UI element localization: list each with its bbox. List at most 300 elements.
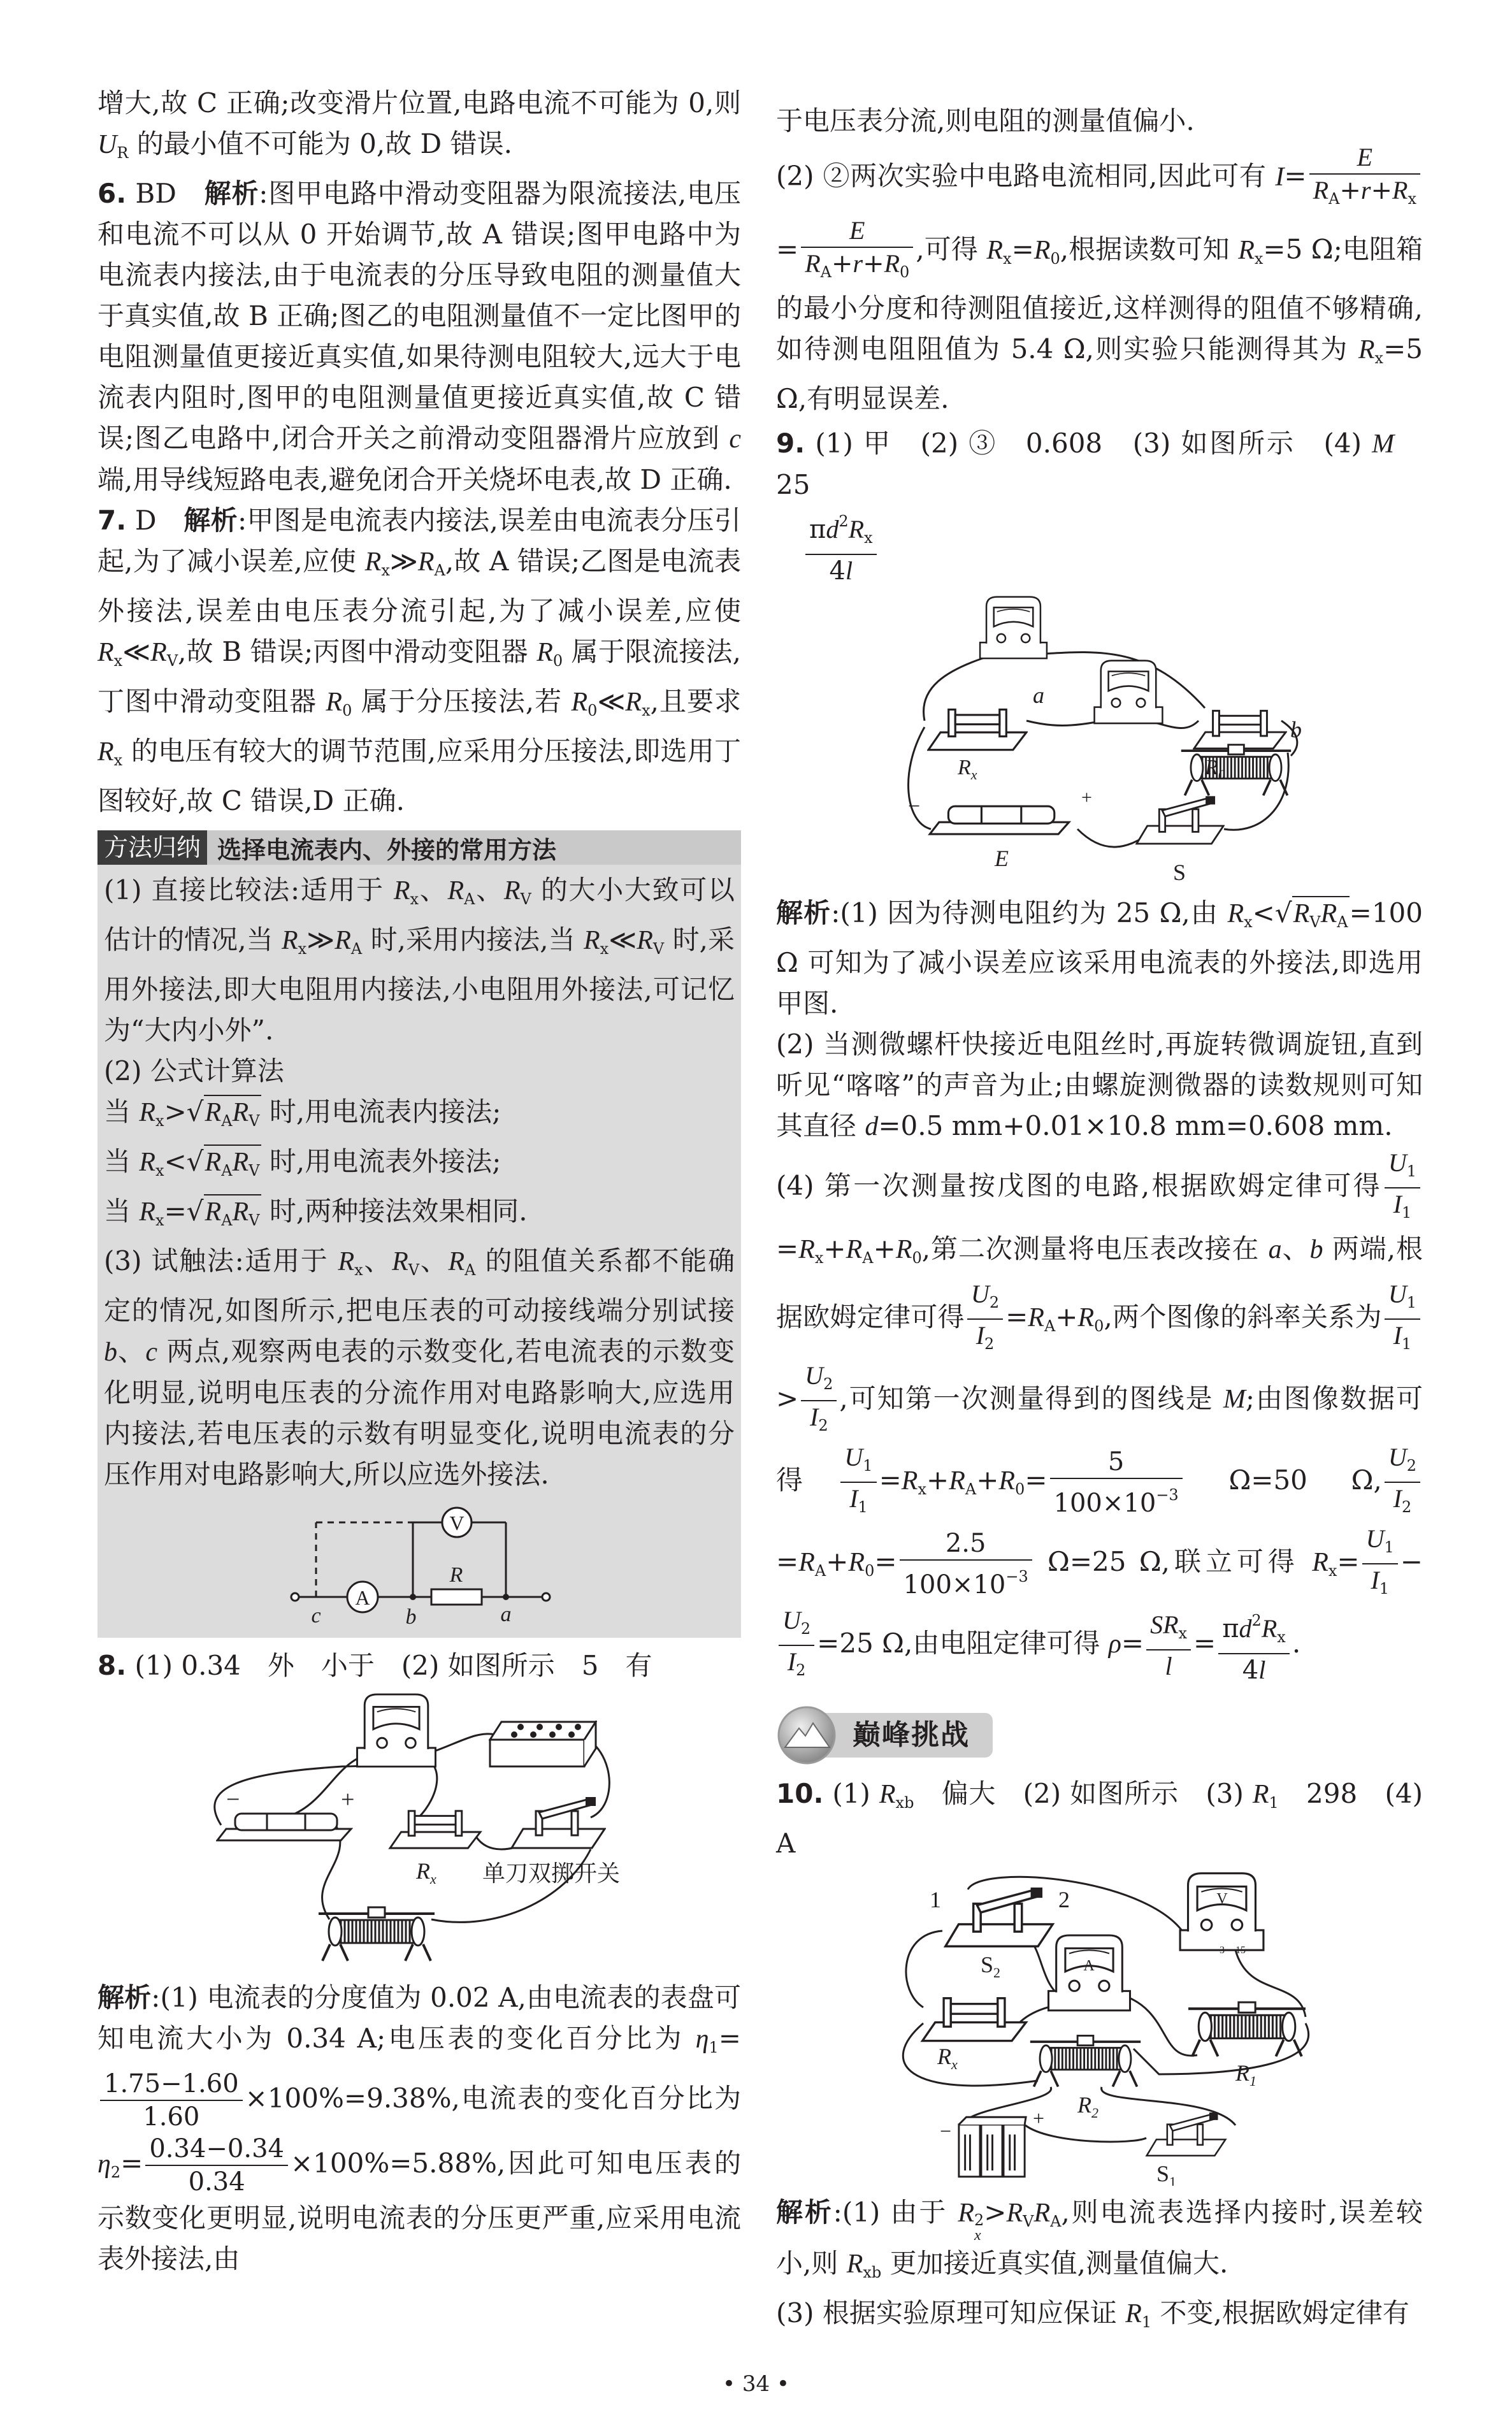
variable-base: R [798,1235,815,1264]
label-b: b [1290,717,1302,742]
math-variable [844,1443,873,1475]
text-run: 当 [104,1195,140,1227]
subscript: 1 [1401,1204,1412,1222]
variable-base: d [865,1112,879,1141]
fraction-numerator [1385,1278,1420,1320]
text-run: = [1121,1628,1144,1659]
text-run: ≫ [389,545,418,577]
variable-base: U [1388,1280,1407,1308]
variable-base: R [1312,1548,1328,1577]
subscript: 2 [818,1417,828,1434]
variable-base: R [139,1148,156,1177]
variable-base: I [809,1403,819,1431]
fraction-denominator [779,1646,814,1686]
subscript: A [221,1162,233,1180]
text-run: + [831,249,853,278]
paragraph [776,1773,1423,1864]
fraction [145,2133,288,2198]
method-header [97,830,741,865]
variable-base: R [205,1197,222,1227]
variable-base: I [1275,162,1285,192]
text-run: > [776,1383,799,1414]
text-run: 当 [104,1096,140,1127]
text-run: 0.34 [188,2167,245,2197]
math-variable [826,512,849,544]
subscript: x [381,561,390,579]
text-run: (2) ②两次实验中电路电流相同,因此可有 [776,160,1276,192]
variable-base: R [879,1780,896,1809]
fraction [1050,1446,1183,1519]
text-run: ,根据读数可知 [1060,233,1239,265]
variable-base: R [1320,899,1337,928]
method-tag: 方法归纳 [97,830,207,865]
variable-base: R [1392,176,1408,205]
method-content [97,865,741,1495]
label-1: 1 [930,1887,941,1912]
label-rx: $R_x$ [958,756,977,783]
math-variable [1388,1148,1416,1178]
voltmeter-range-15: 15 [1235,1945,1246,1956]
text-run: 2.5 [945,1528,986,1558]
text-run: ≪ [122,636,151,667]
math-variable [97,636,123,670]
math-variable [97,128,129,162]
variable-base: R [335,926,351,955]
subscript: V [248,1211,260,1229]
text-run: + [1339,176,1361,205]
fraction-denominator [1362,1564,1398,1605]
subscript: A [820,263,832,281]
paragraph [97,83,741,173]
paragraph [104,1092,735,1141]
text-run: 的最小值不可能为 0,故 D 错误. [128,128,512,159]
fraction-denominator [801,1401,837,1441]
fraction-denominator [1385,1483,1420,1523]
math-variable [1310,1233,1323,1264]
label-b: b [405,1605,417,1629]
answers-6-7 [97,83,741,821]
math-variable [139,1096,164,1130]
math-variable [976,1321,995,1353]
text-run: 4 [829,556,846,586]
math-variable [895,1233,922,1267]
variable-base: c [729,424,741,454]
math-variable [1033,234,1060,268]
fraction-denominator [1218,1654,1290,1686]
text-run: ≪ [608,924,637,955]
square-root [187,1095,261,1130]
variable-base: U [97,130,117,159]
subscript: 1 [1401,1335,1412,1353]
circuit-figure-10 [891,1870,1318,2186]
text-run: Ω=50 Ω, [1184,1464,1382,1496]
resistor-label: R [449,1563,463,1587]
battery-minus: − [940,2119,952,2142]
bold-label: 解析 [776,897,832,928]
text-run: + [873,1233,896,1264]
variable-base: U [1388,1148,1407,1177]
subscript: x [1244,913,1253,931]
fraction [840,1441,876,1523]
variable-base: R [232,1148,249,1177]
fraction-denominator [801,248,913,288]
math-variable [696,2023,719,2054]
text-run: =5 Ω,有明显误差. [776,333,1423,414]
paragraph [776,2192,1423,2293]
math-variable [448,1245,476,1279]
scripts [974,2213,984,2243]
paragraph [104,1191,735,1241]
math-variable [1150,1610,1163,1640]
text-run: 的大小大致可以估计的情况,当 [104,874,735,955]
math-variable [847,2248,882,2279]
rheostat-r2 [1030,2035,1141,2086]
fraction-denominator [100,2101,243,2133]
battery-plus: + [1081,787,1092,808]
text-run: < [164,1146,187,1177]
text-run: 增大,故 C 正确;改变滑片位置,电路电流不可能为 0,则 [97,87,741,119]
text-run: ,且要求 [650,686,741,717]
battery-plus: + [1033,2107,1045,2130]
math-variable [949,1464,976,1496]
variable-base: R [1163,1610,1179,1639]
variable-base: I [1371,1566,1379,1594]
battery [930,806,1069,834]
text-run: 属于限流接法,丁图中滑动变阻器 [97,636,742,717]
variable-base: R [447,876,464,906]
variable-base: R [949,1466,965,1496]
math-variable [1388,1443,1416,1475]
subscript: x [864,529,873,547]
text-run: ,则电流表选择内接时,误差较小,则 [776,2197,1423,2279]
variable-base: R [1238,235,1255,265]
variable-base: l [1258,1656,1266,1684]
rheostat [319,1907,435,1961]
variable-base: b [104,1338,117,1367]
fraction-numerator [801,215,913,248]
subscript: 2 [823,1375,833,1393]
subscript: V [520,890,531,908]
ammeter-label: A [355,1586,370,1609]
math-variable [1312,1546,1337,1580]
switch [1137,796,1223,844]
text-run: ≫ [306,924,335,955]
variable-base: R [205,1098,222,1127]
bold-label: 解析 [204,178,259,209]
switch-s2 [946,1888,1053,1946]
subscript: xb [863,2264,882,2281]
number-base: 10 [973,1570,1006,1599]
variable-base: R [901,1466,918,1496]
math-variable [282,924,307,958]
variable-base: R [393,876,410,906]
fraction-denominator [145,2166,288,2198]
variable-base: a [1268,1235,1282,1264]
rheostat [1181,745,1291,796]
text-run: D [126,505,184,536]
radical-sign-icon [187,1096,204,1127]
fraction-numerator [967,1278,1003,1320]
subscript: A [1050,2213,1062,2230]
variable-base: R [392,1247,408,1276]
subscript: x [410,890,419,908]
label-s1: $S_1$ [1156,2161,1177,2186]
analysis-8 [97,1977,741,2279]
fraction [1146,1609,1191,1682]
text-run: :(1) 电流表的分度值为 0.02 A,由电流表的表盘可知电流大小为 0.34 A;电压表的变化百分比为 [97,1982,741,2054]
math-variable [205,1195,233,1227]
math-variable [1109,1628,1121,1659]
subscript: x [1408,190,1416,208]
variable-base: M [1223,1385,1246,1414]
paragraph [776,2293,1423,2343]
math-variable [1258,1656,1265,1685]
math-variable [97,2148,120,2179]
fraction-numerator [779,1605,814,1646]
bold-label: 8. [97,1650,127,1681]
variable-base: R [1006,2199,1023,2228]
subscript: 1 [1141,2313,1152,2331]
variable-base: R [848,515,865,544]
subscript: 2 [984,1335,995,1353]
battery-plus: + [341,1786,355,1813]
subscript: R [117,144,129,162]
superscript: 2 [974,2211,984,2229]
subscript: V [248,1112,260,1130]
fraction [100,2068,243,2133]
text-run: = [718,2023,741,2054]
math-variable [782,1606,811,1638]
subscript: 1 [863,1457,873,1475]
paragraph [776,101,1423,141]
math-variable [572,686,598,717]
variable-base: c [145,1338,158,1367]
math-variable [971,1280,999,1309]
variable-base: R [1028,1303,1044,1332]
fraction-numerator [840,1441,876,1483]
text-run: Ω=25 Ω,联立可得 [1034,1546,1313,1577]
subscript: A [221,1211,233,1229]
math-variable [1313,176,1340,208]
variable-base: R [97,638,114,667]
text-run: < [1252,897,1275,928]
subscript: A [464,890,475,908]
math-variable [1227,897,1253,931]
text-run: 时,采用外接法,即大电阻用内接法,小电阻用外接法,可记忆为“大内小外”. [104,924,735,1046]
square-root [187,1194,261,1227]
math-variable [394,874,419,906]
fraction-denominator [1385,1188,1420,1229]
math-variable [1269,1233,1282,1264]
subscript: A [965,1480,977,1498]
text-run: + [1055,1301,1078,1332]
fraction-denominator [1146,1650,1191,1682]
circuit-figure-8 [208,1690,629,1974]
fraction [801,215,913,288]
fraction-numerator [801,1360,837,1401]
node-a [503,1594,509,1600]
resistor-rx [923,1998,1026,2041]
variable-base: R [1252,1780,1269,1809]
text-run: (3) 试触法:适用于 [104,1245,338,1276]
math-variable [536,636,563,670]
subscript: 1 [858,1498,868,1516]
math-variable [1372,428,1394,459]
math-variable [205,1096,233,1130]
subscript: A [862,1249,874,1267]
text-run: 两端,根据欧姆定律可得 [776,1233,1423,1332]
radicand [1292,896,1350,931]
variable-base: I [787,1647,796,1676]
math-variable [788,1647,806,1677]
fraction [967,1278,1003,1360]
variable-base: I [976,1321,985,1350]
fraction-denominator [805,555,877,587]
text-run: = [776,233,799,265]
text-run: = [1337,1546,1360,1577]
math-variable [846,1233,874,1267]
text-run: 25 [776,428,1423,500]
variable-base: ρ [1108,1629,1121,1659]
square-root [1275,896,1350,931]
math-variable [805,1361,833,1393]
text-run: ,第二次测量将电压表改接在 [921,1233,1269,1264]
variable-base: I [1393,1484,1402,1513]
text-run: 5 [1107,1447,1125,1477]
variable-base: R [1293,899,1310,928]
subscript: xb [895,1794,914,1812]
fraction [1385,1278,1420,1360]
text-run: 、 [363,1245,392,1276]
subscript: x [974,2227,981,2244]
math-variable [1393,1321,1412,1353]
text-run: 端,用导线短路电表,避免闭合开关烧坏电表,故 D 正确. [97,464,732,495]
text-run: 时,采用内接法,当 [362,924,584,955]
variable-base: U [844,1443,863,1471]
subscript: x [113,652,123,670]
superscript: 2 [1251,1612,1262,1629]
math-variable [865,1110,878,1141]
text-run: + [823,1233,846,1264]
analysis-10 [776,2192,1423,2343]
text-run: 于电压表分流,则电阻的测量值偏小. [776,105,1195,136]
variable-base: R [282,926,298,955]
text-run: ,故 A 错误;乙图是电流表外接法,误差由电压表分流引起,为了减小误差,应使 [97,545,741,626]
math-variable [729,422,741,454]
fraction-numerator [1218,1605,1290,1654]
variable-base: R [637,926,653,955]
variable-base: R [448,1247,465,1276]
resistance-box [490,1722,596,1766]
math-variable [798,1546,826,1580]
math-variable [1033,2197,1061,2228]
subscript: A [434,561,445,579]
text-run: > [984,2197,1007,2228]
math-variable [1028,1301,1056,1335]
text-run: 属于分压接法,若 [352,686,572,717]
variable-base: R [798,1548,815,1577]
variable-base: U [782,1606,801,1635]
label-s2: $S_2$ [981,1952,1001,1981]
variable-base: U [1365,1524,1385,1553]
text-run: (1) 甲 (2) ③ 0.608 (3) 如图所示 (4) [805,428,1372,459]
math-variable [849,216,865,245]
subscript: x [1374,349,1384,367]
text-run: 、 [419,1245,449,1276]
fraction-denominator [967,1320,1003,1360]
text-run: :图甲电路中滑动变阻器为限流接法,电压和电流不可以从 0 开始调节,故 A 错误;图甲电路中为电流表内接法,由于电流表的分压导致电阻的测量值大于真实值,故 B 正确;图乙的电阻测量值不一定比图甲的电阻测量值更接近真实值,如果待测电阻较大,远大于电流表内阻时,图甲的电阻测量值更接近真实值,故 C 错误;图乙电路中,闭合开关之前滑动变阻器滑片应放到 [97,178,741,454]
square-root [187,1145,261,1180]
method-title: 选择电流表内、外接的常用方法 [217,835,557,864]
fraction [1385,1441,1420,1523]
label-e: E [995,846,1009,871]
paragraph [97,1977,741,2279]
fraction [1309,141,1420,215]
text-run: ;由图像数据可得 [776,1383,1423,1496]
variable-base: r [1360,176,1371,205]
math-variable [848,515,873,547]
radical-sign-icon [187,1195,204,1227]
variable-base: R [1358,335,1375,365]
subscript: 1 [1384,1538,1394,1556]
variable-base: R [150,638,167,667]
text-run: (1) 0.34 外 小于 (2) 如图所示 5 有 [126,1650,652,1681]
math-variable [805,249,832,281]
label-c: c [311,1604,321,1628]
fraction-denominator [840,1483,876,1523]
subscript: 2 [1401,1498,1412,1516]
text-run: = [1284,160,1307,192]
radical-sign-icon [187,1146,204,1177]
variable-base: E [849,216,865,245]
subscript: 0 [587,702,598,719]
text-run: 的电压有较大的调节范围,应采用分压接法,即选用丁图较好,故 C 错误,D 正确. [97,735,741,816]
math-variable [1163,1610,1187,1640]
math-variable [1392,176,1416,208]
text-run: > [164,1096,187,1127]
math-variable [849,1484,868,1516]
text-run: :甲图是电流表内接法,误差由电流表分压引起,为了减小误差,应使 [97,505,741,577]
subscript: 0 [552,652,563,670]
math-variable [986,234,1012,268]
variable-base: M [1372,430,1395,459]
math-variable [1393,1190,1412,1222]
math-variable [205,1146,233,1180]
paragraph [776,141,1423,419]
label-a: a [500,1603,512,1626]
math-variable [365,545,390,577]
math-variable [447,874,475,906]
subscript: V [248,1162,260,1180]
variable-base: R [584,926,600,955]
subscript: 0 [1094,1317,1104,1335]
math-variable [973,1567,1028,1599]
variable-base: R [139,1197,156,1227]
text-run: . [1292,1628,1301,1659]
math-variable [1275,161,1284,192]
text-run: 298 (4) A [776,1778,1423,1859]
subscript: 2 [110,2163,121,2181]
math-variable [504,874,531,906]
subscript: x [1277,1628,1286,1646]
text-run: ,可得 [916,233,987,265]
text-run: (1) 直接比较法:适用于 [104,874,394,906]
label-2: 2 [1058,1887,1070,1912]
subscript: A [350,940,363,958]
mountain-icon [776,1705,840,1766]
subscript: 0 [1050,249,1060,268]
subscript: 0 [1015,1480,1025,1498]
